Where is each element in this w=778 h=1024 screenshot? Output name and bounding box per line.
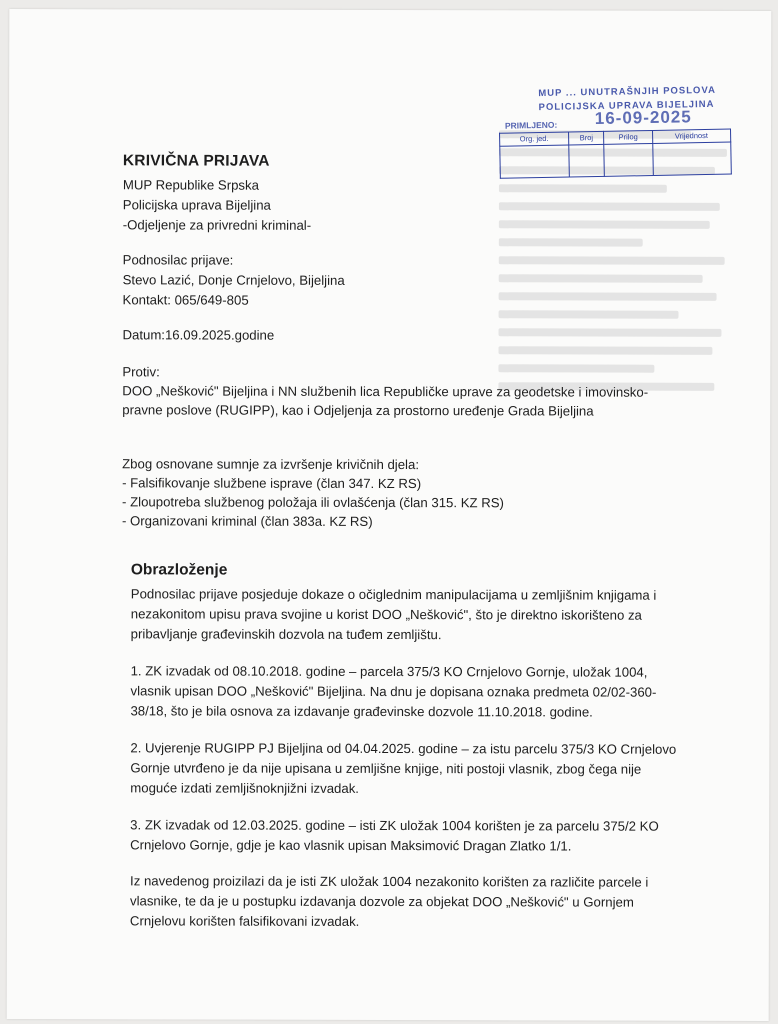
filer-contact: Kontakt: 065/649-805: [122, 292, 249, 308]
against-label: Protiv:: [122, 364, 160, 380]
evidence-point-1: 38/18, što je bila osnova za izdavanje građevinske dozvole 11.10.2018. godine.: [130, 703, 593, 720]
offense-item: - Zloupotreba službenog položaja ili ovlašćenja (član 315. KZ RS): [122, 494, 504, 511]
stamp-col-org: Org. jed.: [500, 132, 569, 146]
stamp-line-2: POLICIJSKA UPRAVA BIJELJINA: [538, 98, 715, 114]
reasoning-line: pribavljanje građevinskih dozvola na tuđem zemljištu.: [130, 626, 442, 643]
evidence-point-3: Crnjelovo Gornje, gdje je kao vlasnik upisan Maksimović Dragan Zlatko 1/1.: [130, 837, 572, 854]
suspicion-intro: Zbog osnovane sumnje za izvršenje krivičnih djela:: [122, 456, 420, 473]
evidence-point-1: 1. ZK izvadak od 08.10.2018. godine – parcela 375/3 KO Crnjelovo Gornje, uložak 1004,: [130, 663, 648, 680]
filer-name: Stevo Lazić, Donje Crnjelovo, Bijeljina: [122, 272, 345, 288]
stamp-col-attachment: Prilog: [604, 130, 652, 144]
reasoning-line: Podnosilac prijave posjeduje dokaze o očiglednim manipulacijama u zemljišnim knjigama i: [130, 586, 657, 603]
against-line: DOO „Nešković" Bijeljina i NN službenih lica Republičke uprave za geodetske i imovinsko-: [122, 383, 649, 400]
recipient-line: -Odjeljenje za privredni kriminal-: [122, 217, 312, 233]
stamp-date: 16-09-2025: [594, 107, 692, 129]
stamp-col-value: Vrijednost: [652, 129, 731, 143]
recipient-line: Policijska uprava Bijeljina: [122, 197, 271, 213]
conclusion-line: Crnjelovu korišten falsifikovani izvadak.: [129, 913, 360, 929]
against-line: pravne poslove (RUGIPP), kao i Odjeljenja za prostorno uređenje Grada Bijeljina: [122, 402, 594, 419]
filer-label: Podnosilac prijave:: [122, 252, 234, 268]
document-date: Datum:16.09.2025.godine: [122, 327, 275, 343]
reasoning-heading: Obrazloženje: [130, 561, 228, 579]
stamp-line-1: MUP ... UNUTRAŠNJIH POSLOVA: [538, 84, 716, 100]
document-title: KRIVIČNA PRIJAVA: [122, 152, 270, 170]
recipient-line: MUP Republike Srpska: [122, 177, 259, 193]
evidence-point-2: Gornje utvrđeno je da nije upisana u zemljišne knjige, niti postoji vlasnik, zbog čega nije: [130, 760, 642, 777]
evidence-point-3: 3. ZK izvadak od 12.03.2025. godine – isti ZK uložak 1004 korišten je za parcelu 375/2 KO: [130, 817, 659, 834]
evidence-point-2: 2. Uvjerenje RUGIPP PJ Bijeljina od 04.04.2025. godine – za istu parcelu 375/3 KO Crnjelovo: [130, 740, 677, 757]
reasoning-line: nezakonitom upisu prava svojine u korist DOO „Nešković", što je direktno iskorišteno za: [130, 606, 642, 623]
document-page: [7, 9, 772, 1021]
offense-item: - Organizovani kriminal (član 383a. KZ RS): [121, 513, 373, 529]
offense-item: - Falsifikovanje službene isprave (član 347. KZ RS): [122, 475, 422, 492]
stamp-received-label: PRIMLJENO:: [504, 119, 558, 131]
conclusion-line: vlasnike, te da je u postupku izdavanja dozvole za objekat DOO „Nešković" u Gornjem: [129, 893, 634, 910]
stamp-col-number: Broj: [568, 131, 604, 145]
conclusion-line: Iz navedenog proizilazi da je isti ZK uložak 1004 nezakonito korišten za različite parcele i: [130, 873, 649, 890]
evidence-point-2: moguće izdati zemljišnoknjižni izvadak.: [130, 780, 359, 796]
evidence-point-1: vlasnik upisan DOO „Nešković" Bijeljina. Na dnu je dopisana oznaka predmeta 02/02-360-: [130, 683, 657, 700]
